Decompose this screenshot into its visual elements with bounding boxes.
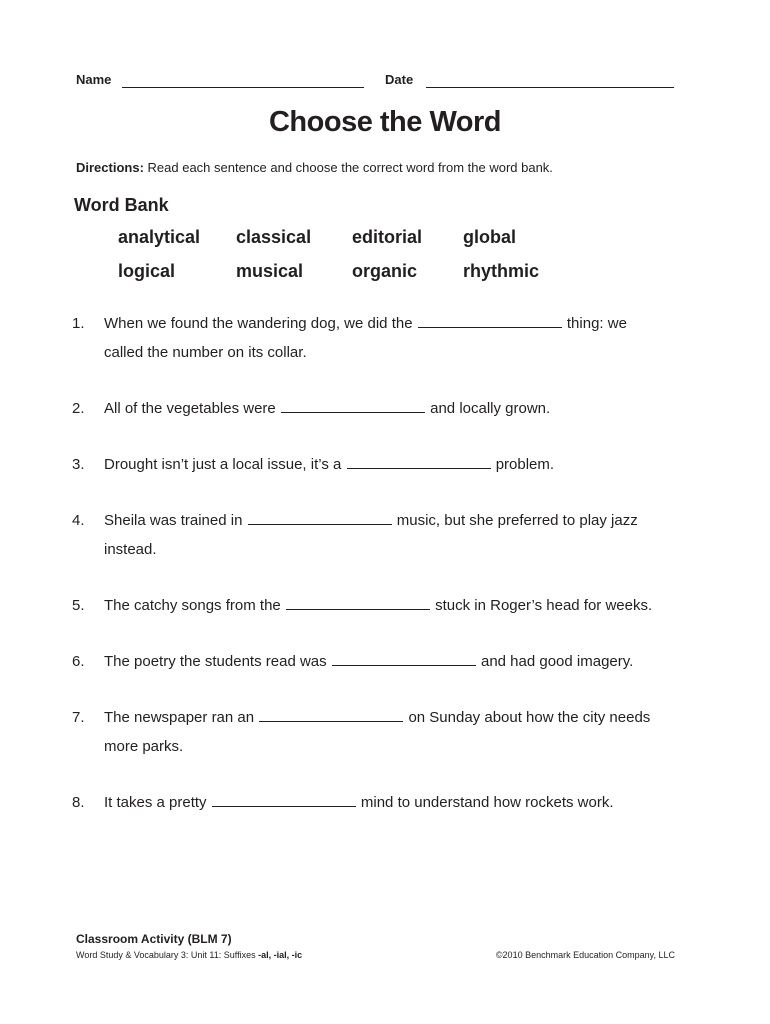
- directions-label: Directions:: [76, 160, 144, 175]
- answer-blank[interactable]: [347, 467, 491, 469]
- answer-blank[interactable]: [332, 664, 476, 666]
- question-number: 2.: [72, 400, 85, 417]
- question-number: 4.: [72, 512, 85, 529]
- footer-subtitle-text: Word Study & Vocabulary 3: Unit 11: Suffixes: [76, 950, 259, 960]
- directions: [76, 160, 553, 175]
- question-number: 8.: [72, 794, 85, 811]
- question-text-before: When we found the wandering dog, we did the: [104, 315, 413, 332]
- word-bank-word: classical: [236, 227, 312, 247]
- question-text-before: Sheila was trained in: [104, 512, 243, 529]
- question-text: [104, 450, 674, 479]
- word-bank-word: organic: [352, 261, 418, 281]
- answer-blank[interactable]: [248, 523, 392, 525]
- footer-subtitle: [76, 950, 302, 960]
- question-text: [104, 788, 674, 817]
- word-bank-word: musical: [236, 261, 304, 281]
- word-bank-heading: Word Bank: [74, 195, 169, 215]
- name-label: Name: [76, 72, 112, 87]
- date-label: Date: [385, 72, 414, 87]
- question-text: [104, 591, 674, 620]
- question-text-before: The catchy songs from the: [104, 597, 281, 614]
- question-text: [104, 394, 674, 423]
- question-text-before: Drought isn’t just a local issue, it’s a: [104, 456, 342, 473]
- word-bank-word: global: [463, 227, 516, 247]
- question-text-before: The poetry the students read was: [104, 653, 327, 670]
- date-field-line[interactable]: [426, 87, 674, 88]
- answer-blank[interactable]: [281, 411, 425, 413]
- question-number: 3.: [72, 456, 85, 473]
- answer-blank[interactable]: [286, 608, 430, 610]
- word-bank-word: analytical: [118, 227, 201, 247]
- question-text: [104, 309, 664, 367]
- question-number: 6.: [72, 653, 85, 670]
- footer-title: Classroom Activity (BLM 7): [76, 932, 232, 946]
- answer-blank[interactable]: [418, 326, 562, 328]
- question-number: 5.: [72, 597, 85, 614]
- page-title: Choose the Word: [268, 106, 502, 138]
- word-bank-word: rhythmic: [463, 261, 540, 281]
- question-text-after: mind to understand how rockets work.: [360, 794, 614, 811]
- name-field-line[interactable]: [122, 87, 364, 88]
- question-text-before: It takes a pretty: [104, 794, 207, 811]
- question-text: [104, 506, 664, 564]
- question-text-before: The newspaper ran an: [104, 709, 255, 726]
- header-row: [76, 72, 676, 92]
- footer-suffixes: -al, -ial, -ic: [258, 950, 303, 960]
- word-bank-word: editorial: [352, 227, 423, 247]
- footer-copyright: ©2010 Benchmark Education Company, LLC: [495, 950, 675, 960]
- question-number: 1.: [72, 315, 85, 332]
- question-text: [104, 647, 674, 676]
- answer-blank[interactable]: [259, 720, 403, 722]
- word-bank-word: logical: [118, 261, 176, 281]
- question-text-after: stuck in Roger’s head for weeks.: [435, 597, 653, 614]
- answer-blank[interactable]: [212, 805, 356, 807]
- directions-text: Read each sentence and choose the correct word from the word bank.: [143, 160, 553, 175]
- question-text-after: on Sunday about how the city needs more parks.: [104, 709, 651, 755]
- question-text-before: All of the vegetables were: [104, 400, 276, 417]
- question-text-after: and locally grown.: [430, 400, 551, 417]
- question-text: [104, 703, 664, 761]
- question-number: 7.: [72, 709, 85, 726]
- question-text-after: music, but she preferred to play jazz instead.: [104, 512, 638, 558]
- question-text-after: thing: we called the number on its collar.: [104, 315, 627, 361]
- question-text-after: and had good imagery.: [480, 653, 634, 670]
- question-text-after: problem.: [495, 456, 555, 473]
